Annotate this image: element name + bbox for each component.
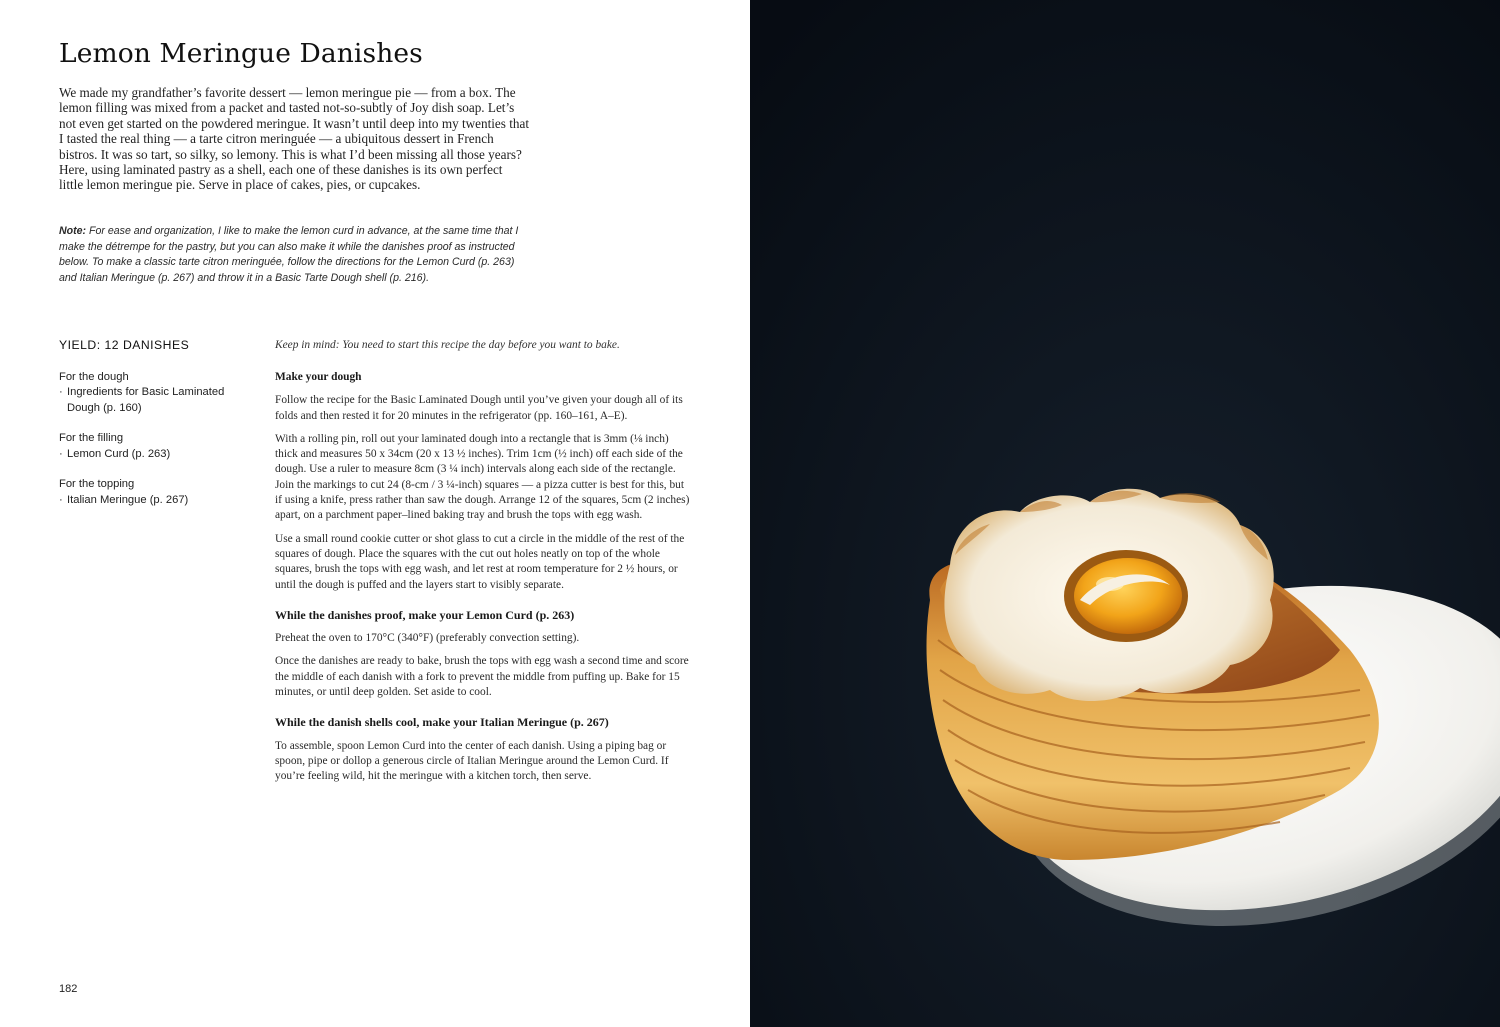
- keep-in-mind: Keep in mind: You need to start this recipe the day before you want to bake.: [275, 339, 620, 351]
- step-paragraph: Use a small round cookie cutter or shot glass to cut a circle in the middle of the rest of the squares of dough. Place the squares with the cut out holes neatly on top of the whole squares, brush the tops with egg wash, and let rest at room temperature for 2 ½ hours, or until the dough is puffed and the layers start to visibly separate.: [275, 532, 685, 591]
- note-label: Note:: [59, 225, 87, 237]
- recipe-note: [59, 224, 529, 286]
- ingredient-item: [59, 385, 254, 416]
- ingredient-text: Lemon Curd (p. 263): [67, 447, 171, 460]
- page-number: 182: [59, 983, 78, 995]
- ingredient-group-heading: For the filling: [59, 432, 124, 445]
- bullet: ·: [59, 386, 63, 399]
- intro-text: We made my grandfather’s favorite dessert — lemon meringue pie — from a box. The lemon filling was mixed from a packet and tasted not-so-subtly of Joy dish soap. Let’s not even get started on the powdered meringue. It wasn’t until deep into my twenties that I tasted the real thing — a tarte citron meringuée — a ubiquitous dessert in French bistros. It was so tart, so silky, so lemony. This is what I’d been missing all those years? Here, using laminated pastry as a shell, each one of these danishes is its own perfect little lemon meringue pie. Serve in place of cakes, pies, or cupcakes.: [59, 85, 529, 193]
- step-heading-lemon-curd: While the danishes proof, make your Lemon Curd (p. 263): [275, 607, 575, 622]
- step-paragraph: Follow the recipe for the Basic Laminated Dough until you’ve given your dough all of its folds and then rested it for 20 minutes in the refrigerator (pp. 160–161, A–E).: [275, 394, 683, 422]
- ingredient-group-topping: [59, 477, 254, 508]
- danish-photo: [750, 0, 1500, 1027]
- ingredient-text: Italian Meringue (p. 267): [67, 493, 189, 506]
- ingredient-item: [59, 447, 254, 462]
- ingredient-group-filling: [59, 431, 254, 462]
- note-text: For ease and organization, I like to make the lemon curd in advance, at the same time that I make the détrempe for the pastry, but you can also make it while the danishes proof as instructed below. To make a classic tarte citron meringuée, follow the directions for the Lemon Curd (p. 263) and Italian Meringue (p. 267) and throw it in a Basic Tarte Dough shell (p. 216).: [59, 225, 519, 284]
- recipe-yield: YIELD: 12 DANISHES: [59, 338, 190, 352]
- step-heading-dough: Make your dough: [275, 371, 362, 383]
- bullet: ·: [59, 493, 63, 506]
- recipe-title: Lemon Meringue Danishes: [59, 38, 423, 69]
- right-page-photo: [750, 0, 1500, 1027]
- method-steps: [275, 370, 693, 793]
- ingredient-group-heading: For the topping: [59, 478, 135, 491]
- step-paragraph: To assemble, spoon Lemon Curd into the center of each danish. Using a piping bag or spoon, pipe or dollop a generous circle of Italian Meringue around the Lemon Curd. If you’re feeling wild, hit the meringue with a kitchen torch, then serve.: [275, 739, 669, 783]
- ingredient-group-dough: [59, 370, 254, 416]
- ingredient-group-heading: For the dough: [59, 371, 129, 383]
- step-paragraph: Preheat the oven to 170°C (340°F) (preferably convection setting).: [275, 632, 580, 645]
- intro-paragraph: [59, 85, 529, 193]
- step-paragraph: With a rolling pin, roll out your laminated dough into a rectangle that is 3mm (⅛ inch) thick and measures 50 x 34cm (20 x 13 ½ inches). Trim 1cm (½ inch) off each side of the dough. Use a ruler to measure 8cm (3 ¼ inch) intervals along each side of the rectangle. Join the markings to cut 24 (8-cm / 3 ¼-inch) squares — a pizza cutter is best for this, but if using a knife, press rather than saw the dough. Arrange 12 of the squares, 5cm (2 inches) apart, on a parchment paper–lined baking tray and brush the tops with egg wash.: [275, 432, 690, 522]
- bullet: ·: [59, 447, 63, 460]
- ingredients-list: [59, 370, 254, 524]
- step-heading-meringue: While the danish shells cool, make your Italian Meringue (p. 267): [275, 715, 609, 730]
- step-paragraph: Once the danishes are ready to bake, brush the tops with egg wash a second time and score the middle of each danish with a fork to prevent the middle from puffing up. Bake for 15 minutes, or until deep golden. Set aside to cool.: [275, 655, 689, 699]
- ingredient-text: Ingredients for Basic Laminated Dough (p. 160): [67, 386, 225, 414]
- ingredient-item: [59, 493, 254, 508]
